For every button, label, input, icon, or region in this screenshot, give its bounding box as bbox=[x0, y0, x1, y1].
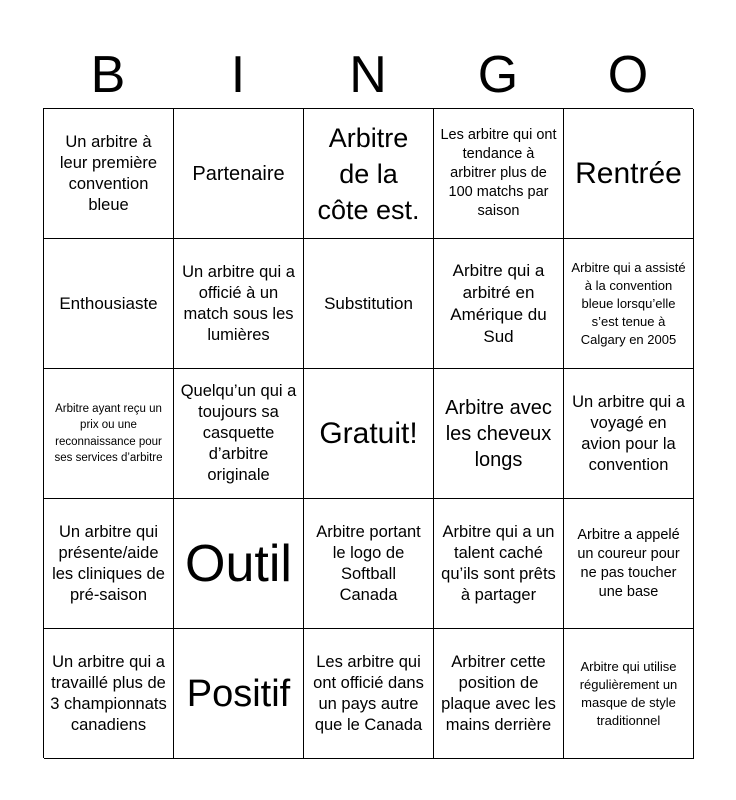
cell-text: Un arbitre qui a voyagé en avion pour la convention bbox=[572, 392, 685, 474]
cell-text: Arbitre qui utilise régulièrement un masque de style traditionnel bbox=[579, 658, 678, 728]
bingo-card bbox=[43, 108, 693, 758]
cell-text: Outil bbox=[185, 534, 292, 593]
bingo-cell[interactable] bbox=[434, 629, 564, 759]
cell-text: Gratuit! bbox=[319, 416, 418, 450]
bingo-cell[interactable] bbox=[434, 239, 564, 369]
bingo-cell[interactable] bbox=[564, 629, 694, 759]
bingo-cell[interactable] bbox=[304, 629, 434, 759]
bingo-cell[interactable] bbox=[44, 369, 174, 499]
bingo-cell[interactable] bbox=[174, 239, 304, 369]
cell-text: Arbitre qui a arbitré en Amérique du Sud bbox=[450, 260, 547, 346]
header-letter-n: N bbox=[349, 46, 387, 104]
bingo-cell[interactable] bbox=[434, 499, 564, 629]
cell-text: Arbitre de la côte est. bbox=[317, 122, 420, 225]
bingo-cell[interactable] bbox=[304, 239, 434, 369]
cell-text: Arbitre avec les cheveux longs bbox=[445, 396, 552, 471]
bingo-header bbox=[43, 42, 693, 108]
cell-text: Partenaire bbox=[192, 162, 285, 185]
cell-text: Enthousiaste bbox=[59, 293, 158, 313]
cell-text: Un arbitre qui a travaillé plus de 3 championnats canadiens bbox=[50, 652, 167, 734]
cell-text: Arbitre ayant reçu un prix ou une reconnaissance pour ses services d’arbitre bbox=[54, 402, 163, 464]
bingo-cell[interactable] bbox=[564, 369, 694, 499]
cell-text: Les arbitre qui ont tendance à arbitrer plus de 100 matchs par saison bbox=[440, 127, 557, 219]
cell-text: Rentrée bbox=[575, 156, 682, 190]
header-letter-b: B bbox=[90, 46, 126, 104]
bingo-cell[interactable] bbox=[44, 239, 174, 369]
cell-text: Un arbitre qui a officié à un match sous les lumières bbox=[182, 262, 295, 344]
bingo-cell[interactable] bbox=[174, 109, 304, 239]
bingo-cell[interactable] bbox=[564, 499, 694, 629]
cell-text: Les arbitre qui ont officié dans un pays autre que le Canada bbox=[313, 652, 424, 734]
cell-text: Arbitre qui a assisté à la convention bleue lorsqu’elle s’est tenue à Calgary en 2005 bbox=[571, 259, 686, 347]
bingo-cell[interactable] bbox=[434, 109, 564, 239]
cell-text: Un arbitre à leur première convention bleue bbox=[59, 132, 158, 214]
cell-text: Quelqu’un qui a toujours sa casquette d’arbitre originale bbox=[180, 382, 297, 484]
bingo-cell[interactable] bbox=[434, 369, 564, 499]
bingo-cell[interactable] bbox=[174, 629, 304, 759]
bingo-cell[interactable] bbox=[564, 109, 694, 239]
bingo-cell[interactable] bbox=[564, 239, 694, 369]
bingo-cell[interactable] bbox=[44, 629, 174, 759]
cell-text: Substitution bbox=[324, 293, 413, 313]
cell-text: Positif bbox=[186, 672, 291, 715]
cell-text: Arbitre portant le logo de Softball Canada bbox=[316, 522, 421, 604]
header-letter-o: O bbox=[607, 46, 649, 104]
header-letter-i: I bbox=[230, 46, 246, 104]
cell-text: Un arbitre qui présente/aide les cliniques de pré-saison bbox=[52, 522, 165, 604]
bingo-cell[interactable] bbox=[304, 109, 434, 239]
bingo-cell[interactable] bbox=[44, 109, 174, 239]
bingo-cell[interactable] bbox=[174, 369, 304, 499]
bingo-cell[interactable] bbox=[44, 499, 174, 629]
cell-text: Arbitre a appelé un coureur pour ne pas toucher une base bbox=[577, 526, 680, 600]
bingo-cell[interactable] bbox=[304, 369, 434, 499]
cell-text: Arbitre qui a un talent caché qu’ils sont prêts à partager bbox=[441, 522, 556, 604]
bingo-cell[interactable] bbox=[174, 499, 304, 629]
header-letter-g: G bbox=[477, 46, 519, 104]
cell-text: Arbitrer cette position de plaque avec les mains derrière bbox=[441, 652, 556, 734]
bingo-cell[interactable] bbox=[304, 499, 434, 629]
